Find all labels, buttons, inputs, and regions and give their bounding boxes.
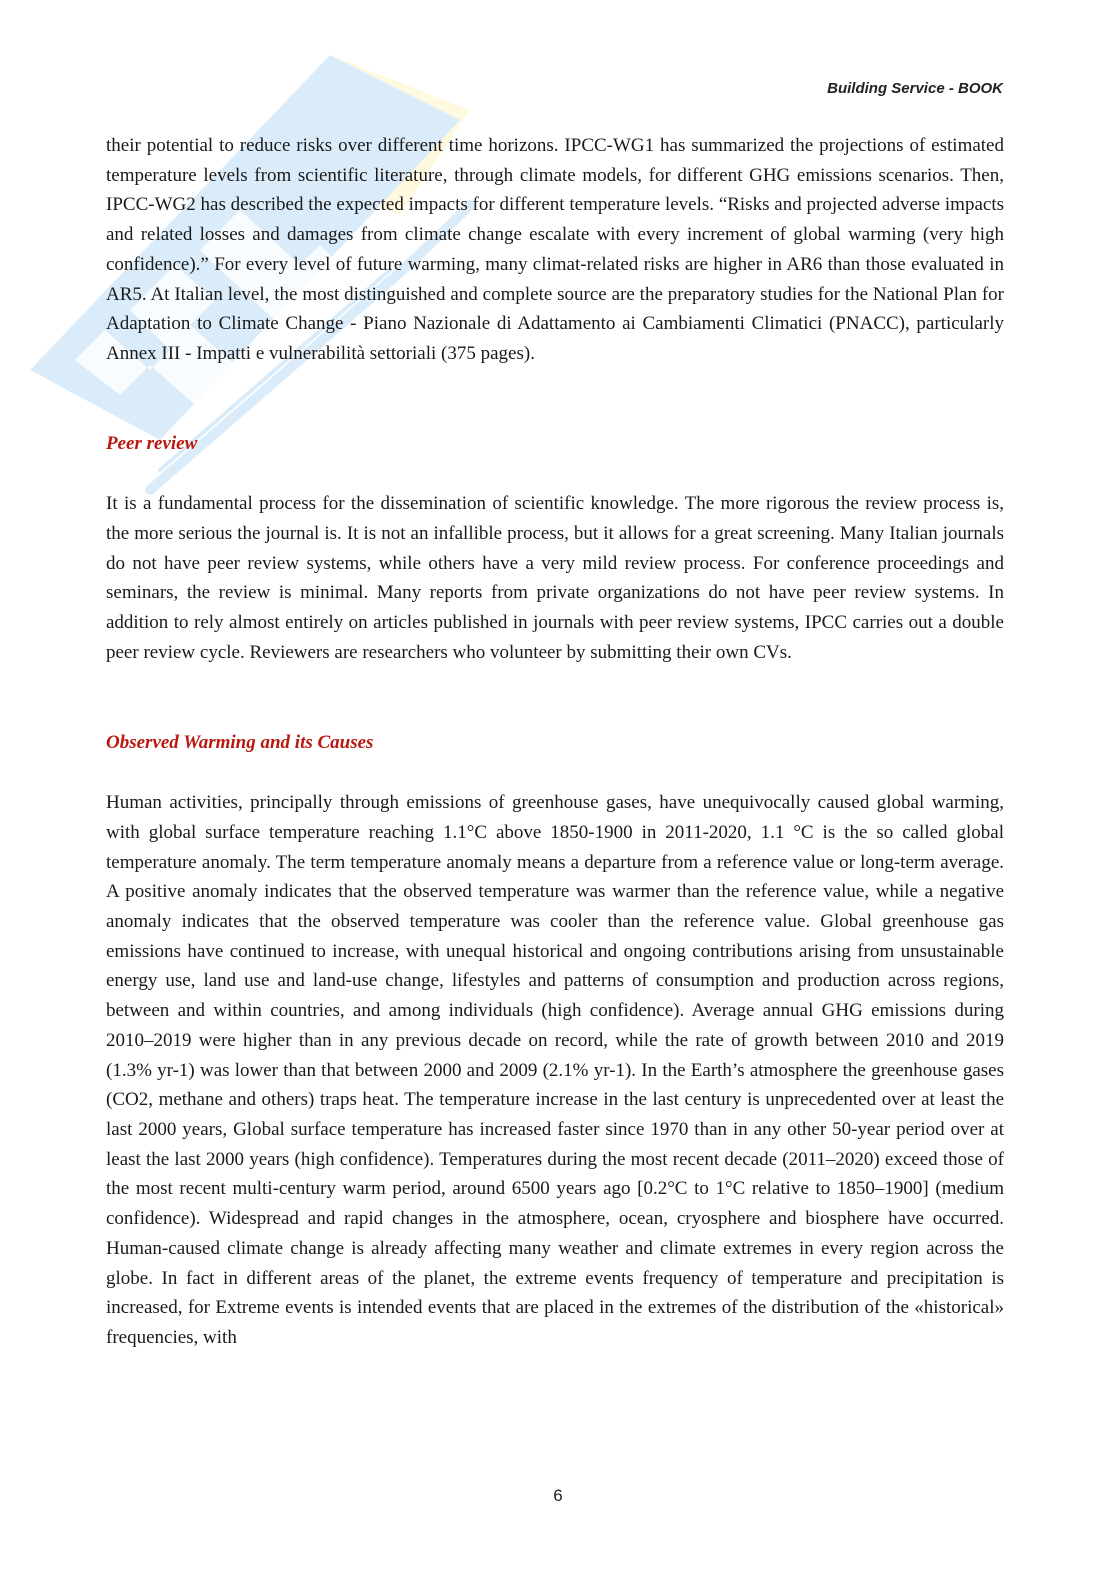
section-heading-peer-review: Peer review — [106, 432, 198, 454]
page-number: 6 — [553, 1486, 563, 1505]
section-heading-observed-warming: Observed Warming and its Causes — [106, 731, 374, 753]
observed-warming-paragraph: Human activities, principally through emissions of greenhouse gases, have unequivocally caused global warming, with global surface temperature reaching 1.1°C above 1850-1900 in 2011-2020, 1.1 °C is the so called global temperature anomaly. The term temperature anomaly means a departure from a reference value or long-term average. A positive anomaly indicates that the observed temperature was warmer than the reference value, while a negative anomaly indicates that the observed temperature was cooler than the reference value. Global greenhouse gas emissions have continued to increase, with unequal historical and ongoing contributions arising from unsustainable energy use, land use and land-use change, lifestyles and patterns of consumption and production across regions, between and within countries, and among individuals (high confidence). Average annual GHG emissions during 2010–2019 were higher than in any previous decade on record, while the rate of growth between 2010 and 2019 (1.3% yr-1) was lower than that between 2000 and 2009 (2.1% yr-1). In the Earth’s atmosphere the greenhouse gases (CO2, methane and others) traps heat. The temperature increase in the last century is unprecedented over at least the last 2000 years, Global surface temperature has increased faster since 1970 than in any other 50-year period over at least the last 2000 years (high confidence). Temperatures during the most recent decade (2011–2020) exceed those of the most recent multi-century warm period, around 6500 years ago [0.2°C to 1°C relative to 1850–1900] (medium confidence). Widespread and rapid changes in the atmosphere, ocean, cryosphere and biosphere have occurred. Human-caused climate change is already affecting many weather and climate extremes in every region across the globe. In fact in different areas of the planet, the extreme events frequency of temperature and precipitation is increased, for Extreme events is intended events that are placed in the extremes of the distribution of the «historical» frequencies, with — [106, 792, 1004, 1348]
intro-paragraph: their potential to reduce risks over different time horizons. IPCC-WG1 has summarized the projections of estimated temperature levels from scientific literature, through climate models, for different GHG emissions scenarios. Then, IPCC-WG2 has described the expected impacts for different temperature levels. “Risks and projected adverse impacts and related losses and damages from climate change escalate with every increment of global warming (very high confidence).” For every level of future warming, many climat-related risks are higher in AR6 than those evaluated in AR5. At Italian level, the most distinguished and complete source are the preparatory studies for the National Plan for Adaptation to Climate Change - Piano Nazionale di Adattamento ai Cambiamenti Climatici (PNACC), particularly Annex III - Impatti e vulnerabilità settoriali (375 pages). — [106, 135, 1004, 364]
running-header: Building Service - BOOK — [827, 80, 1003, 97]
page-body — [106, 131, 1004, 1353]
peer-review-paragraph: It is a fundamental process for the dissemination of scientific knowledge. The more rigorous the review process is, the more serious the journal is. It is not an infallible process, but it allows for a great screening. Many Italian journals do not have peer review systems, while others have a very mild review process. For conference proceedings and seminars, the review is minimal. Many reports from private organizations do not have peer review systems. In addition to rely almost entirely on articles published in journals with peer review systems, IPCC carries out a double peer review cycle. Reviewers are researchers who volunteer by submitting their own CVs. — [106, 493, 1004, 663]
